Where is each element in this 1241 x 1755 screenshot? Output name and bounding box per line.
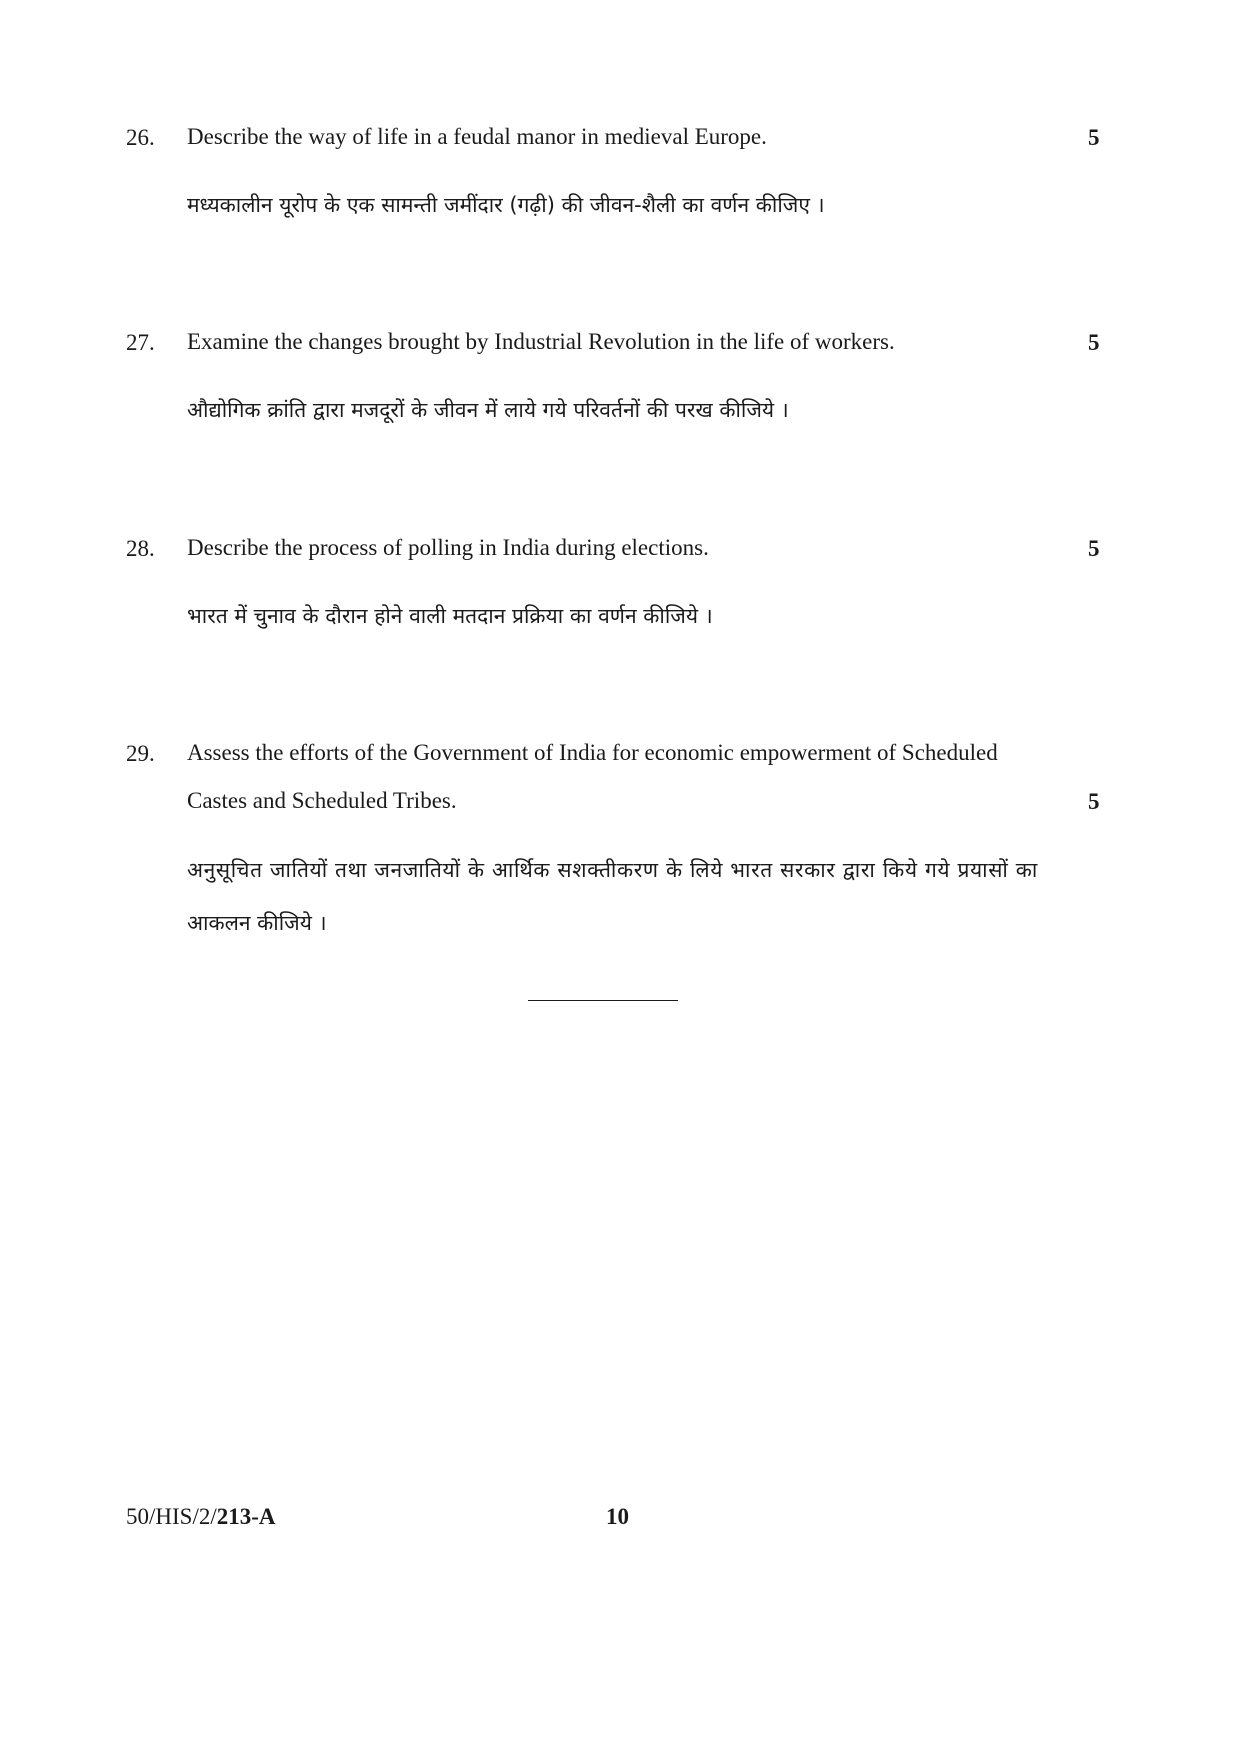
question-number: 27. — [126, 330, 155, 355]
paper-code-prefix: 50/HIS/2/ — [126, 1504, 217, 1529]
question-marks: 5 — [1088, 536, 1100, 561]
question-number: 26. — [126, 125, 155, 150]
question-text-hindi-line2: आकलन कीजिये । — [187, 911, 327, 935]
question-text-english: Describe the way of life in a feudal manor in medieval Europe. — [187, 124, 767, 149]
question-text-hindi-line1: अनुसूचित जातियों तथा जनजातियों के आर्थिक सशक्तीकरण के लिये भारत सरकार द्वारा किये गये प्रयासों का — [187, 858, 1038, 882]
question-text-english: Examine the changes brought by Industrial Revolution in the life of workers. — [187, 329, 895, 354]
question-marks: 5 — [1088, 789, 1100, 814]
page-number: 10 — [606, 1504, 629, 1529]
paper-code-suffix: 213-A — [216, 1504, 276, 1529]
question-marks: 5 — [1088, 330, 1100, 355]
question-text-hindi: भारत में चुनाव के दौरान होने वाली मतदान प्रक्रिया का वर्णन कीजिये । — [187, 604, 713, 628]
question-text-hindi: औद्योगिक क्रांति द्वारा मजदूरों के जीवन में लाये गये परिवर्तनों की परख कीजिये । — [187, 398, 789, 422]
question-text-english: Describe the process of polling in India during elections. — [187, 535, 709, 560]
question-marks: 5 — [1088, 125, 1100, 150]
question-number: 29. — [126, 741, 155, 766]
question-text-english-line2: Castes and Scheduled Tribes. — [187, 788, 457, 813]
question-number: 28. — [126, 536, 155, 561]
question-text-hindi: मध्यकालीन यूरोप के एक सामन्ती जमींदार (गढ़ी) की जीवन-शैली का वर्णन कीजिए । — [187, 193, 825, 217]
paper-code — [126, 1504, 276, 1530]
question-text-english-line1: Assess the efforts of the Government of India for economic empowerment of Scheduled — [187, 740, 998, 765]
end-of-questions-rule — [528, 1000, 678, 1001]
